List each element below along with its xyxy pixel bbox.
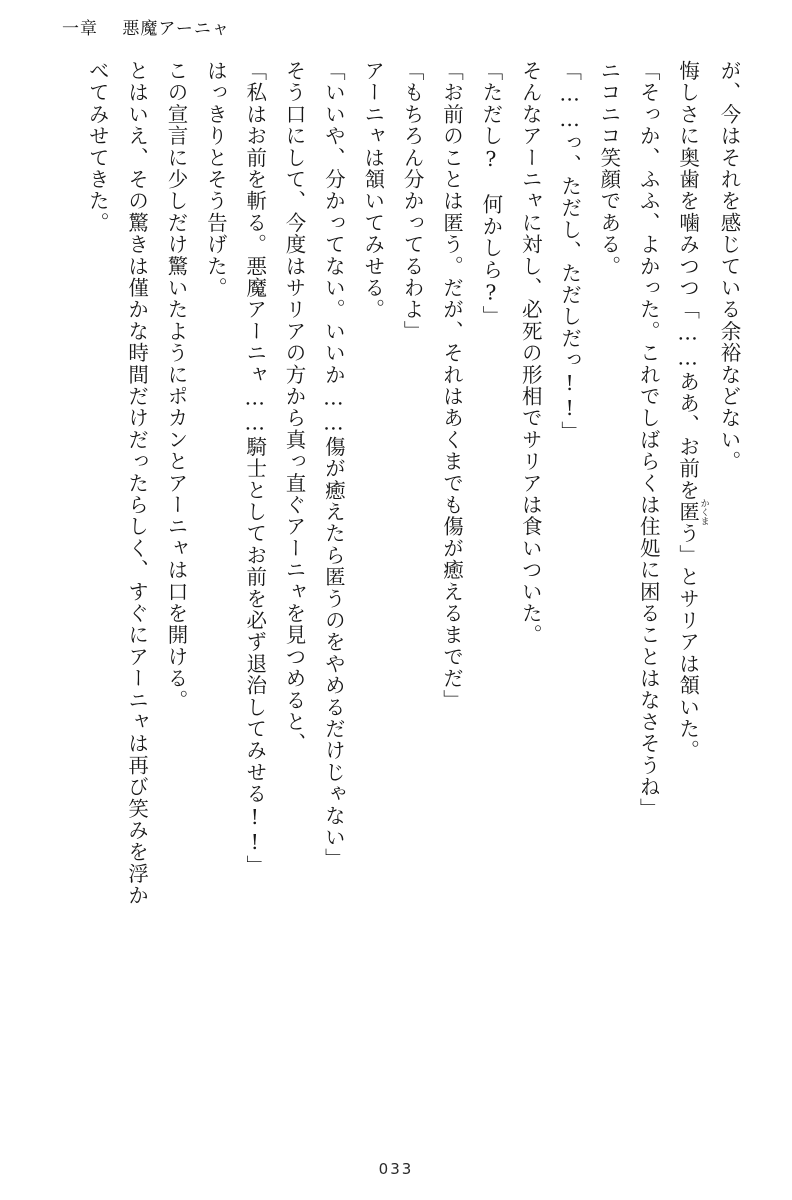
body-line: 悔しさに奥歯を噛みつつ「……ああ、お前を匿 かくまう」とサリアは頷いた。 [675, 60, 709, 762]
running-header [62, 14, 230, 39]
body-line: そう口にして、今度はサリアの方から真っ直ぐアーニャを見つめると、 [282, 60, 307, 755]
body-line: 「ただし? 何かしら?」 [478, 60, 503, 328]
chapter-number: 一章 [62, 19, 98, 39]
body-line: アーニャは頷いてみせる。 [360, 60, 385, 321]
body-line: 「私はお前を斬る。悪魔アーニャ……騎士としてお前を必ず退治してみせる!!」 [242, 60, 267, 877]
body-line: 「お前のことは匿う。だが、それはあくまでも傷が癒えるまでだ」 [439, 60, 464, 711]
body-line: べてみせてきた。 [85, 60, 110, 234]
body-line: そんなアーニャに対し、必死の形相でサリアは食いついた。 [518, 60, 543, 646]
chapter-title: 悪魔アーニャ [122, 19, 230, 39]
body-line: ニコニコ笑顔である。 [596, 60, 621, 277]
body-line: が、今はそれを感じている余裕などない。 [717, 60, 741, 473]
body-line: 「いいや、分かってない。いいか……傷が癒えたら匿うのをやめるだけじゃない」 [321, 60, 346, 870]
body-line: 「もちろん分かってるわよ」 [400, 60, 425, 343]
body-text [85, 60, 748, 1100]
body-line: とはいえ、その驚きは僅かな時間だけだったらしく、すぐにアーニャは再び笑みを浮か [124, 60, 149, 907]
ruby-annotation: 匿 かくま [675, 498, 709, 526]
body-line: 「……っ、ただし、ただしだっ!!」 [557, 60, 582, 443]
page-number: 033 [378, 1160, 414, 1178]
body-line: はっきりとそう告げた。 [203, 60, 228, 299]
body-line: この宣言に少しだけ驚いたようにポカンとアーニャは口を開ける。 [163, 60, 188, 711]
body-line: 「そっか、ふふ、よかった。これでしばらくは住処に困ることはなさそうね」 [636, 60, 661, 820]
